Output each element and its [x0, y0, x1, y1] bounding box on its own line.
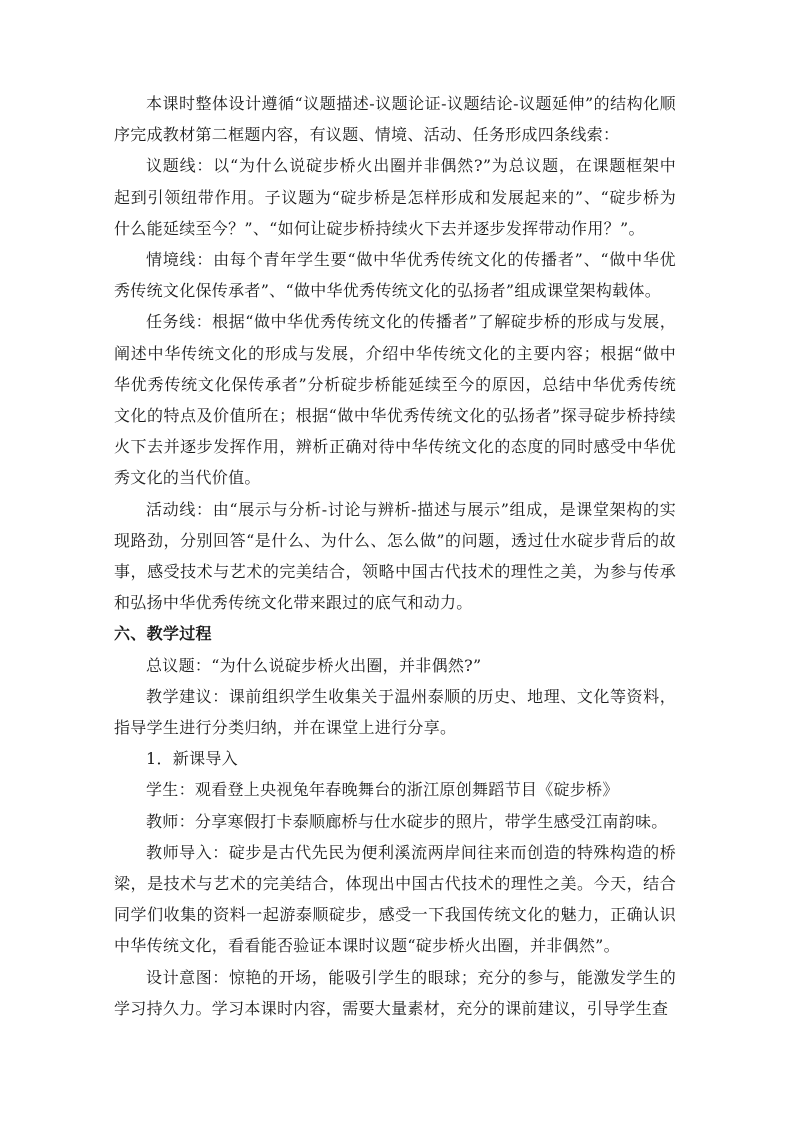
activity-line-paragraph: 活动线：由“展示与分析-讨论与辨析-描述与展示”组成，是课堂架构的实现路劲，分别回答“是什么、为什么、怎么做”的问题，透过仕水碇步背后的故事，感受技术与艺术的完美结合，领略中国古代技术的理性之美，为参与传承和弘扬中华优秀传统文化带来跟过的底气和动力。 [114, 499, 676, 613]
teacher-paragraph: 教师：分享寒假打卡泰顺廊桥与仕水碇步的照片，带学生感受江南韵味。 [146, 811, 668, 831]
situation-line-paragraph: 情境线：由每个青年学生要“做中华优秀传统文化的传播者”、“做中华优秀传统文化保传承者”、“做中华优秀传统文化的弘扬者”组成课堂架构载体。 [114, 250, 676, 301]
teacher-intro-paragraph: 教师导入：碇步是古代先民为便利溪流两岸间往来而创造的特殊构造的桥梁，是技术与艺术的完美结合，体现出中国古代技术的理性之美。今天，结合同学们收集的资料一起游泰顺碇步，感受一下我国传统文化的魅力，正确认识中华传统文化，看看能否验证本课时议题“碇步桥火出圈，并非偶然”。 [114, 842, 676, 956]
topic-line-paragraph: 议题线：以“为什么说碇步桥火出圈并非偶然?”为总议题，在课题框架中起到引领纽带作用。子议题为“碇步桥是怎样形成和发展起来的”、“碇步桥为什么能延续至今？”、“如何让碇步桥持续火下去并逐步发挥带动作用？”。 [114, 156, 676, 238]
main-topic-paragraph: 总议题：“为什么说碇步桥火出圈，并非偶然?” [146, 655, 482, 675]
intro-paragraph: 本课时整体设计遵循“议题描述-议题论证-议题结论-议题延伸”的结构化顺序完成教材第二框题内容，有议题、情境、活动、任务形成四条线索： [114, 94, 676, 145]
student-paragraph: 学生：观看登上央视兔年春晚舞台的浙江原创舞蹈节目《碇步桥》 [146, 780, 619, 800]
task-line-paragraph: 任务线：根据“做中华优秀传统文化的传播者”了解碇步桥的形成与发展，阐述中华传统文化的形成与发展，介绍中华传统文化的主要内容；根据“做中华优秀传统文化保传承者”分析碇步桥能延续至今的原因，总结中华优秀传统文化的特点及价值所在；根据“做中华优秀传统文化的弘扬者”探寻碇步桥持续火下去并逐步发挥作用，辨析正确对待中华传统文化的态度的同时感受中华优秀文化的当代价值。 [114, 312, 676, 488]
subsection-new-lesson: 1．新课导入 [146, 749, 238, 769]
section-heading-teaching-process: 六、教学过程 [114, 624, 212, 644]
design-intent-paragraph: 设计意图：惊艳的开场，能吸引学生的眼球；充分的参与，能激发学生的学习持久力。学习本课时内容，需要大量素材，充分的课前建议，引导学生查 [114, 967, 676, 1018]
teaching-suggestion-paragraph: 教学建议：课前组织学生收集关于温州泰顺的历史、地理、文化等资料，指导学生进行分类归纳，并在课堂上进行分享。 [114, 686, 676, 738]
document-page [114, 88, 676, 1024]
